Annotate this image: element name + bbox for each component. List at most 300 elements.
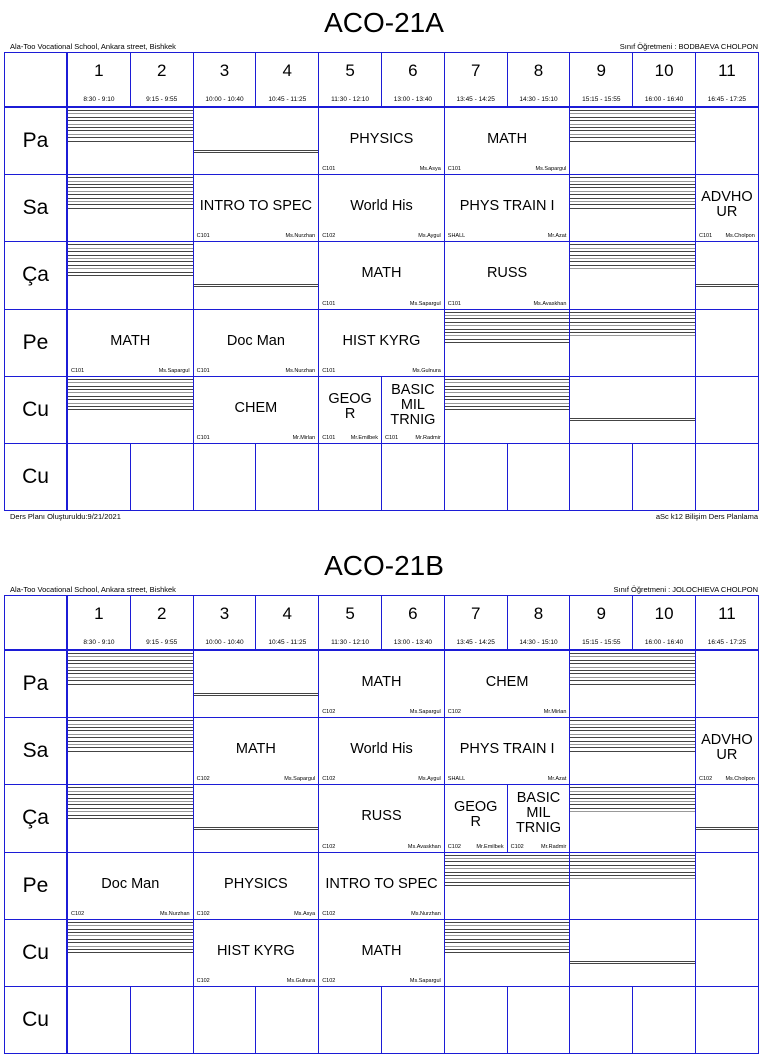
busy-slot	[444, 309, 571, 377]
period-time: 9:15 - 9:55	[146, 96, 178, 103]
busy-line	[570, 684, 695, 685]
period-header	[695, 595, 759, 650]
period-header	[569, 52, 633, 107]
busy-line	[445, 399, 570, 400]
empty-slot	[193, 443, 257, 511]
room-label: C101	[196, 233, 210, 240]
busy-line	[68, 653, 193, 654]
busy-line	[570, 137, 695, 138]
subject-name: Doc Man	[101, 875, 160, 892]
lesson-block[interactable]	[193, 852, 320, 920]
day-name: Pe	[22, 330, 49, 354]
empty-slot	[695, 443, 759, 511]
busy-line	[570, 744, 695, 745]
busy-line	[570, 120, 695, 121]
busy-line	[68, 815, 193, 816]
busy-line	[570, 680, 695, 681]
lesson-block[interactable]	[318, 919, 445, 987]
period-time: 13:00 - 13:40	[393, 96, 433, 103]
busy-line	[68, 255, 193, 256]
busy-line	[570, 177, 695, 178]
period-number: 10	[654, 61, 674, 80]
day-name: Cu	[22, 940, 49, 964]
teacher-label: Ms.Sapargul	[409, 300, 441, 307]
period-time: 10:00 - 10:40	[205, 96, 244, 103]
subject-name: MATH	[361, 942, 402, 959]
empty-slot	[632, 986, 696, 1054]
period-header	[381, 52, 445, 107]
period-header	[507, 52, 571, 107]
room-label: C102	[699, 776, 713, 783]
period-number: 10	[654, 604, 674, 623]
period-time: 16:00 - 16:40	[644, 639, 684, 646]
busy-line	[445, 335, 570, 336]
period-header	[569, 595, 633, 650]
busy-line	[68, 794, 193, 795]
lesson-block[interactable]	[193, 919, 320, 987]
busy-line	[445, 332, 570, 333]
day-header	[4, 919, 67, 987]
empty-slot	[193, 986, 257, 1054]
period-time: 15:15 - 15:55	[582, 96, 621, 103]
busy-line	[68, 734, 193, 735]
period-number: 1	[94, 604, 104, 623]
period-number: 4	[282, 604, 293, 623]
busy-line	[570, 670, 695, 671]
day-header	[4, 784, 67, 852]
busy-line	[68, 396, 193, 397]
busy-line	[68, 949, 193, 950]
busy-slot	[569, 309, 696, 377]
busy-line	[570, 420, 695, 421]
busy-slot	[569, 784, 696, 852]
busy-line	[68, 244, 193, 245]
busy-line	[570, 872, 695, 873]
lesson-block[interactable]	[444, 107, 571, 175]
day-name: Sa	[22, 739, 49, 763]
class-teacher: Sınıf Öğretmeni : JOLOCHIEVA CHOLPON	[613, 585, 758, 594]
day-name: Cu	[22, 465, 49, 489]
busy-slot	[444, 852, 571, 920]
busy-line	[570, 332, 695, 333]
busy-line	[570, 268, 695, 269]
teacher-label: Mr.Mirlan	[292, 434, 316, 441]
busy-slot	[193, 241, 320, 309]
busy-line	[445, 406, 570, 407]
day-name: Sa	[22, 196, 49, 220]
teacher-label: Mr.Azat	[547, 233, 567, 240]
busy-line	[445, 929, 570, 930]
busy-line	[68, 929, 193, 930]
room-label: C102	[196, 910, 210, 917]
period-time: 13:00 - 13:40	[393, 639, 433, 646]
room-label: C102	[322, 233, 336, 240]
busy-line	[68, 747, 193, 748]
busy-line	[68, 808, 193, 809]
busy-line	[68, 120, 193, 121]
teacher-label: Ms.Sapargul	[409, 709, 441, 716]
busy-line	[68, 811, 193, 812]
room-label: C101	[322, 367, 336, 374]
busy-line	[445, 875, 570, 876]
day-header	[4, 852, 67, 920]
busy-line	[570, 204, 695, 205]
busy-line	[445, 942, 570, 943]
lesson-block[interactable]	[318, 309, 445, 377]
busy-slot	[695, 784, 759, 852]
lesson-block[interactable]	[507, 784, 571, 852]
busy-line	[68, 389, 193, 390]
room-label: C101	[196, 434, 210, 441]
period-number: 11	[718, 61, 736, 80]
busy-line	[68, 932, 193, 933]
busy-line	[68, 798, 193, 799]
lesson-block[interactable]	[695, 174, 759, 242]
busy-line	[570, 855, 695, 856]
period-time: 11:30 - 12:10	[331, 639, 369, 646]
busy-line	[570, 191, 695, 192]
empty-slot	[381, 986, 445, 1054]
subject-name: HIST KYRG	[216, 942, 295, 959]
period-header	[444, 595, 508, 650]
period-header	[193, 52, 257, 107]
busy-line	[194, 693, 319, 694]
corner-cell	[4, 595, 67, 650]
busy-slot	[569, 919, 696, 987]
busy-line	[68, 946, 193, 947]
period-number: 6	[408, 604, 418, 623]
empty-slot	[695, 376, 759, 444]
teacher-label: Ms.Aygul	[418, 776, 441, 783]
teacher-label: Mr.Azat	[547, 776, 567, 783]
busy-line	[570, 673, 695, 674]
busy-line	[68, 110, 193, 111]
lesson-block[interactable]	[318, 650, 445, 718]
busy-line	[68, 117, 193, 118]
busy-line	[570, 961, 695, 962]
teacher-label: Ms.Sapargul	[284, 776, 316, 783]
busy-line	[445, 861, 570, 862]
busy-line	[68, 382, 193, 383]
busy-line	[68, 952, 193, 953]
subject-name: MATH	[235, 741, 276, 758]
busy-line	[445, 409, 570, 410]
busy-line	[194, 695, 319, 696]
busy-line	[68, 670, 193, 671]
footer-software: aSc k12 Bilişim Ders Planlama	[655, 512, 758, 522]
timetable-title: ACO-21B	[324, 550, 444, 581]
empty-slot	[695, 986, 759, 1054]
subject-name: PHYSICS	[224, 875, 288, 892]
busy-line	[570, 181, 695, 182]
empty-slot	[695, 650, 759, 718]
lesson-block[interactable]	[67, 852, 194, 920]
busy-line	[68, 194, 193, 195]
period-number: 8	[533, 604, 544, 623]
busy-line	[68, 204, 193, 205]
busy-line	[570, 653, 695, 654]
busy-line	[68, 124, 193, 125]
day-name: Pe	[22, 873, 49, 897]
busy-line	[570, 878, 695, 879]
day-header	[4, 443, 67, 511]
period-number: 2	[156, 61, 167, 80]
busy-line	[68, 737, 193, 738]
busy-line	[68, 787, 193, 788]
subject-name: ADVHO UR	[701, 189, 753, 221]
busy-line	[445, 878, 570, 879]
busy-line	[570, 865, 695, 866]
lesson-block[interactable]	[318, 376, 382, 444]
busy-line	[570, 130, 695, 131]
busy-slot	[193, 650, 320, 718]
school-address: Ala-Too Vocational School, Ankara street, Bishkek	[10, 42, 176, 51]
busy-line	[445, 949, 570, 950]
timetable-grid	[4, 595, 758, 1053]
busy-line	[570, 741, 695, 742]
busy-slot	[569, 174, 696, 242]
day-header	[4, 376, 67, 444]
busy-line	[68, 134, 193, 135]
teacher-label: Ms.Avaskhan	[533, 300, 567, 307]
busy-line	[68, 791, 193, 792]
busy-line	[570, 858, 695, 859]
busy-slot	[67, 174, 194, 242]
busy-line	[68, 741, 193, 742]
busy-line	[445, 932, 570, 933]
lesson-block[interactable]	[67, 309, 194, 377]
busy-line	[570, 963, 695, 964]
lesson-block[interactable]	[444, 241, 571, 309]
teacher-label: Mr.Radmir	[415, 434, 441, 441]
room-label: C102	[322, 709, 336, 716]
subject-name: PHYSICS	[349, 131, 414, 148]
teacher-label: Ms.Asya	[419, 166, 441, 173]
busy-line	[445, 315, 570, 316]
lesson-block[interactable]	[193, 174, 320, 242]
busy-line	[570, 113, 695, 114]
teacher-label: Ms.Asya	[294, 910, 316, 917]
teacher-label: Ms.Nurzhan	[411, 910, 441, 917]
teacher-label: Mr.Radmir	[541, 843, 567, 850]
busy-line	[570, 329, 695, 330]
period-time: 13:45 - 14:25	[456, 96, 495, 103]
busy-line	[68, 935, 193, 936]
lesson-block[interactable]	[444, 784, 508, 852]
lesson-block[interactable]	[193, 309, 320, 377]
lesson-block[interactable]	[318, 852, 445, 920]
lesson-block[interactable]	[318, 107, 445, 175]
lesson-block[interactable]	[318, 784, 445, 852]
room-label: C102	[447, 843, 461, 850]
teacher-label: Ms.Aygul	[418, 233, 441, 240]
period-time: 10:45 - 11:25	[268, 96, 307, 103]
busy-line	[68, 667, 193, 668]
room-label: C102	[71, 910, 85, 917]
subject-name: MATH	[361, 265, 402, 282]
lesson-block[interactable]	[695, 717, 759, 785]
busy-slot	[569, 376, 696, 444]
lesson-block[interactable]	[318, 174, 445, 242]
busy-line	[68, 130, 193, 131]
busy-line	[68, 137, 193, 138]
busy-line	[570, 255, 695, 256]
lesson-block[interactable]	[318, 717, 445, 785]
busy-line	[445, 868, 570, 869]
lesson-block[interactable]	[193, 717, 320, 785]
subject-name: World His	[350, 741, 413, 758]
busy-line	[445, 946, 570, 947]
busy-line	[445, 935, 570, 936]
subject-name: GEOG R	[453, 799, 498, 831]
subject-name: Doc Man	[226, 332, 285, 349]
busy-line	[570, 251, 695, 252]
busy-line	[68, 660, 193, 661]
busy-line	[68, 275, 193, 276]
period-header	[67, 52, 131, 107]
busy-line	[696, 829, 758, 830]
busy-line	[68, 801, 193, 802]
busy-line	[445, 339, 570, 340]
period-number: 7	[470, 604, 481, 623]
busy-line	[570, 667, 695, 668]
busy-line	[570, 244, 695, 245]
busy-line	[68, 939, 193, 940]
busy-line	[445, 858, 570, 859]
subject-name: CHEM	[234, 399, 278, 416]
day-header	[4, 309, 67, 377]
empty-slot	[444, 986, 508, 1054]
teacher-label: Mr.Emilbek	[476, 843, 504, 850]
busy-slot	[444, 919, 571, 987]
busy-line	[570, 124, 695, 125]
period-number: 9	[596, 604, 607, 623]
empty-slot	[569, 443, 633, 511]
lesson-block[interactable]	[193, 376, 320, 444]
busy-line	[570, 418, 695, 419]
busy-line	[194, 829, 319, 830]
busy-line	[68, 191, 193, 192]
room-label: C101	[71, 367, 85, 374]
busy-line	[68, 184, 193, 185]
room-label: C102	[322, 977, 336, 984]
busy-line	[68, 677, 193, 678]
busy-line	[445, 922, 570, 923]
busy-slot	[444, 376, 571, 444]
busy-line	[68, 663, 193, 664]
teacher-label: Ms.Avaskhan	[407, 843, 441, 850]
busy-line	[570, 730, 695, 731]
period-number: 6	[408, 61, 418, 80]
subject-name: PHYS TRAIN I	[459, 741, 555, 758]
busy-slot	[569, 717, 696, 785]
busy-line	[68, 258, 193, 259]
empty-slot	[569, 986, 633, 1054]
day-header	[4, 241, 67, 309]
busy-line	[68, 656, 193, 657]
busy-line	[570, 127, 695, 128]
lesson-block[interactable]	[318, 241, 445, 309]
busy-line	[570, 787, 695, 788]
period-number: 5	[345, 61, 355, 80]
empty-slot	[507, 986, 571, 1054]
busy-line	[445, 865, 570, 866]
room-label: C101	[447, 166, 461, 173]
busy-line	[68, 265, 193, 266]
period-time: 10:45 - 11:25	[268, 639, 307, 646]
busy-slot	[67, 919, 194, 987]
period-time: 10:00 - 10:40	[205, 639, 244, 646]
busy-line	[68, 272, 193, 273]
lesson-block[interactable]	[444, 717, 571, 785]
teacher-label: Ms.Gulnura	[412, 367, 441, 374]
lesson-block[interactable]	[444, 174, 571, 242]
empty-slot	[67, 443, 131, 511]
subject-name: RUSS	[486, 265, 528, 282]
busy-line	[445, 318, 570, 319]
room-label: C102	[447, 709, 461, 716]
lesson-block[interactable]	[444, 650, 571, 718]
busy-line	[68, 406, 193, 407]
busy-line	[68, 925, 193, 926]
subject-name: CHEM	[485, 674, 529, 691]
busy-line	[570, 201, 695, 202]
busy-line	[68, 730, 193, 731]
busy-line	[68, 248, 193, 249]
busy-slot	[569, 107, 696, 175]
period-header	[444, 52, 508, 107]
busy-line	[68, 673, 193, 674]
busy-line	[570, 868, 695, 869]
busy-line	[68, 127, 193, 128]
day-name: Ça	[22, 806, 49, 830]
empty-slot	[318, 443, 382, 511]
busy-line	[68, 751, 193, 752]
day-header	[4, 174, 67, 242]
busy-line	[445, 885, 570, 886]
busy-line	[570, 315, 695, 316]
busy-line	[445, 925, 570, 926]
period-time: 8:30 - 9:10	[83, 96, 115, 103]
teacher-label: Ms.Nurzhan	[285, 233, 316, 240]
busy-line	[570, 325, 695, 326]
busy-line	[570, 811, 695, 812]
room-label: C101	[196, 367, 210, 374]
busy-slot	[695, 241, 759, 309]
empty-slot	[381, 443, 445, 511]
period-header	[130, 52, 194, 107]
lesson-block[interactable]	[381, 376, 445, 444]
busy-line	[570, 194, 695, 195]
busy-line	[570, 656, 695, 657]
period-time: 13:45 - 14:25	[456, 639, 495, 646]
room-label: C102	[322, 910, 336, 917]
busy-line	[68, 208, 193, 209]
busy-line	[570, 737, 695, 738]
teacher-label: Mr.Emilbek	[350, 434, 378, 441]
teacher-label: Ms.Sapargul	[409, 977, 441, 984]
busy-line	[68, 386, 193, 387]
class-teacher: Sınıf Öğretmeni : BODBAEVA CHOLPON	[619, 42, 758, 51]
busy-line	[445, 312, 570, 313]
busy-line	[68, 181, 193, 182]
busy-line	[445, 952, 570, 953]
subject-name: HIST KYRG	[342, 332, 421, 349]
busy-line	[570, 751, 695, 752]
busy-line	[570, 724, 695, 725]
period-time: 16:45 - 17:25	[707, 639, 747, 646]
subject-name: BASIC MIL TRNIG	[515, 790, 562, 837]
